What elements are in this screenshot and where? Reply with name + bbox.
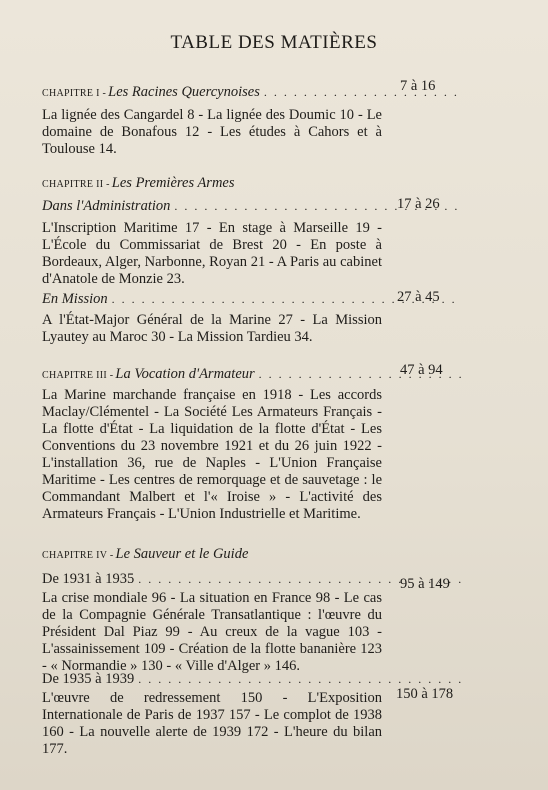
chapter-3-name: La Vocation d'Armateur	[115, 366, 255, 382]
chapter-1-name: Les Racines Quercynoises	[108, 84, 260, 100]
chapter-2-name: Les Premières Armes	[111, 175, 235, 191]
chapter-4-heading	[42, 546, 462, 563]
chapter-2-heading	[42, 175, 462, 192]
chapter-1-pages: 7 à 16	[400, 78, 436, 94]
chapter-4-section-1-contents: La crise mondiale 96 - La situation en France 98 - Le cas de la Compagnie Générale Transatlantique : l'œuvre du Président Dal Piaz 99 - Au creux de la vague 103 - L'assainissement 109 - Création de la flotte bananière 123 - « Normandie » 130 - « Ville d'Alger » 146.	[42, 590, 382, 674]
chapter-2-section-1-pages: 17 à 26	[397, 196, 440, 212]
chapter-4-section-2-title: De 1935 à 1939	[42, 671, 135, 687]
chapter-1-heading	[42, 84, 462, 101]
chapter-3-contents: La Marine marchande française en 1918 - Les accords Maclay/Clémentel - La Société Les Armateurs Français - La flotte d'État - La liquidation de la flotte d'État - Les Conventions du 23 novembre 1921 et du 26 juin 1922 - L'installation 36, rue de Naples - L'Union Française Maritime - Les centres de remorquage et de sauvetage : le Commandant Malbert et l'« Iroise » - L'activité des Armateurs Français - L'Union Industrielle et Maritime.	[42, 387, 382, 522]
chapter-4-name: Le Sauveur et le Guide	[115, 546, 249, 562]
chapter-4-section-1-title: De 1931 à 1935	[42, 571, 135, 587]
chapter-2-number: CHAPITRE II -	[42, 179, 110, 190]
chapter-2-section-1-title: Dans l'Administration	[42, 198, 171, 214]
chapter-1-number: CHAPITRE I -	[42, 88, 107, 99]
chapter-3-heading	[42, 366, 462, 383]
chapter-3-pages: 47 à 94	[400, 362, 443, 378]
chapter-2-section-2-pages: 27 à 45	[397, 289, 440, 305]
chapter-2-section-1-contents: L'Inscription Maritime 17 - En stage à Marseille 19 - L'École du Commissariat de Brest 20 - En poste à Bordeaux, Alger, Narbonne, Royan 21 - A Paris au cabinet d'Anatole de Monzie 23.	[42, 220, 382, 287]
chapter-2-section-2-contents: A l'État-Major Général de la Marine 27 - La Mission Lyautey au Maroc 30 - La Mission Tardieu 34.	[42, 312, 382, 345]
chapter-4-section-1-pages: 95 à 149	[400, 576, 450, 592]
chapter-4-section-2-contents: L'œuvre de redressement 150 - L'Exposition Internationale de Paris de 1937 157 - Le complot de 1938 160 - La nouvelle alerte de 1939 172 - L'heure du bilan 177.	[42, 690, 382, 757]
chapter-1-contents: La lignée des Cangardel 8 - La lignée des Doumic 10 - Le domaine de Bonafous 12 - Les études à Cahors et à Toulouse 14.	[42, 107, 382, 157]
chapter-4-section-1-heading	[42, 571, 462, 588]
chapter-3-number: CHAPITRE III -	[42, 370, 114, 381]
chapter-2-section-2-title: En Mission	[42, 291, 108, 307]
dot-leader	[138, 672, 462, 687]
chapter-4-number: CHAPITRE IV -	[42, 550, 114, 561]
page-title: TABLE DES MATIÈRES	[170, 32, 378, 53]
chapter-4-section-2-pages: 150 à 178	[396, 686, 454, 702]
